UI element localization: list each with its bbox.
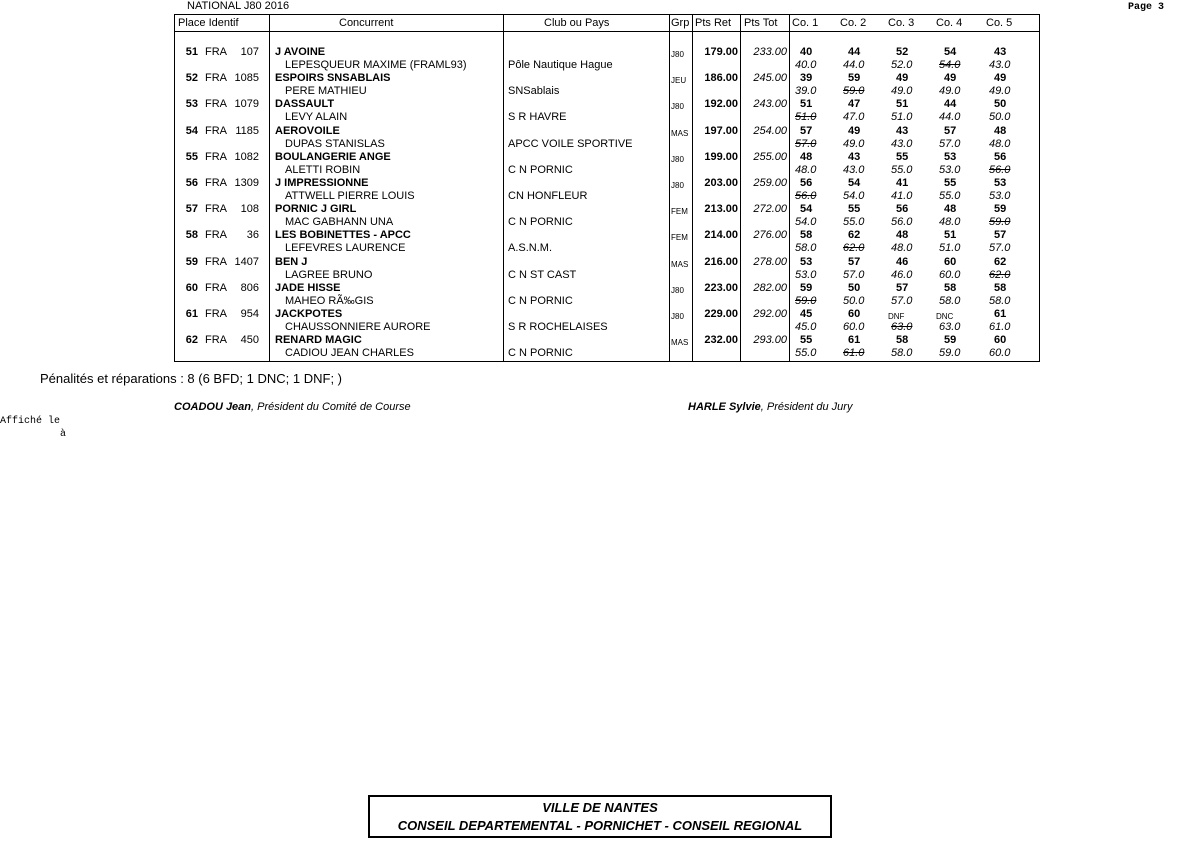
boat-name: RENARD MAGIC	[275, 334, 362, 346]
points-total: 272.00	[753, 203, 787, 215]
race-3-place: DNF	[888, 312, 905, 321]
race-3-place: 56	[896, 203, 909, 215]
col-header-co2: Co. 2	[840, 17, 867, 29]
sail-number: 1085	[234, 72, 259, 84]
nationality: FRA	[205, 282, 227, 294]
sail-number: 1407	[234, 256, 259, 268]
race-5-points: 60.0	[989, 347, 1011, 359]
race-5-points: 48.0	[989, 138, 1011, 150]
boat-name: BOULANGERIE ANGE	[275, 151, 391, 163]
sail-number: 450	[240, 334, 259, 346]
race-4-points: 49.0	[939, 85, 961, 97]
race-3-points: 43.0	[891, 138, 913, 150]
race-4-place: 55	[944, 177, 957, 189]
header-divider	[174, 31, 1040, 32]
race-1-points: 58.0	[795, 242, 817, 254]
rank-place: 56	[185, 177, 198, 189]
race-4-points: 57.0	[939, 138, 961, 150]
nationality: FRA	[205, 125, 227, 137]
rank-place: 55	[185, 151, 198, 163]
race-2-place: 57	[848, 256, 861, 268]
boat-name: DASSAULT	[275, 98, 335, 110]
race-2-points: 49.0	[843, 138, 865, 150]
race-4-place: 59	[944, 334, 957, 346]
race-3-points: 41.0	[891, 190, 913, 202]
race-1-place: 55	[800, 334, 813, 346]
race-3-points: 58.0	[891, 347, 913, 359]
points-retained: 186.00	[704, 72, 738, 84]
col-header-pts-ret: Pts Ret	[695, 17, 732, 29]
race-3-place: 58	[896, 334, 909, 346]
race-5-points: 61.0	[989, 321, 1011, 333]
race-2-points: 44.0	[843, 59, 865, 71]
race-5-points: 56.0	[989, 164, 1011, 176]
race-4-points: 58.0	[939, 295, 961, 307]
skipper-name: CHAUSSONNIERE AURORE	[285, 321, 431, 333]
club-name: S R HAVRE	[508, 111, 567, 123]
race-2-points: 57.0	[843, 269, 865, 281]
race-2-points: 43.0	[843, 164, 865, 176]
points-total: 233.00	[753, 46, 787, 58]
race-2-place: 62	[848, 229, 861, 241]
race-4-points: 60.0	[939, 269, 961, 281]
race-2-place: 60	[848, 308, 861, 320]
points-retained: 223.00	[704, 282, 738, 294]
race-1-place: 54	[800, 203, 813, 215]
race-3-place: 46	[896, 256, 909, 268]
sail-number: 1185	[235, 125, 259, 137]
penalties-summary: Pénalités et réparations : 8 (6 BFD; 1 DNC; 1 DNF; )	[40, 371, 342, 386]
posted-place-label: à	[60, 429, 67, 440]
race-4-place: 57	[944, 125, 957, 137]
race-1-points: 51.0	[795, 111, 817, 123]
club-name: SNSablais	[508, 85, 560, 97]
group-code: MAS	[671, 260, 689, 269]
jury-signature	[688, 401, 852, 413]
points-total: 292.00	[753, 308, 787, 320]
posted-date-label: Affiché le	[0, 416, 61, 427]
points-retained: 199.00	[704, 151, 738, 163]
points-total: 245.00	[753, 72, 787, 84]
col-divider	[503, 14, 504, 362]
group-code: J80	[671, 155, 684, 164]
group-code: J80	[671, 50, 684, 59]
rank-place: 57	[185, 203, 198, 215]
group-code: FEM	[671, 233, 688, 242]
race-5-points: 59.0	[989, 216, 1011, 228]
boat-name: ESPOIRS SNSABLAIS	[275, 72, 391, 84]
race-4-place: 54	[944, 46, 957, 58]
club-name: Pôle Nautique Hague	[508, 59, 613, 71]
race-2-points: 50.0	[843, 295, 865, 307]
club-name: APCC VOILE SPORTIVE	[508, 138, 633, 150]
points-total: 293.00	[753, 334, 787, 346]
rank-place: 62	[185, 334, 198, 346]
points-total: 255.00	[753, 151, 787, 163]
race-1-points: 56.0	[795, 190, 817, 202]
race-4-place: DNC	[936, 312, 954, 321]
race-5-place: 48	[994, 125, 1007, 137]
boat-name: LES BOBINETTES - APCC	[275, 229, 411, 241]
race-2-points: 59.0	[843, 85, 865, 97]
points-total: 254.00	[753, 125, 787, 137]
race-5-place: 49	[994, 72, 1007, 84]
sail-number: 107	[240, 46, 259, 58]
race-1-place: 39	[800, 72, 813, 84]
skipper-name: LEVY ALAIN	[285, 111, 348, 123]
col-header-place-identif: Place Identif	[178, 17, 239, 29]
race-5-place: 62	[994, 256, 1007, 268]
race-4-points: 51.0	[939, 242, 961, 254]
race-committee-signature	[174, 401, 411, 413]
nationality: FRA	[205, 177, 227, 189]
col-header-concurrent: Concurrent	[339, 17, 394, 29]
race-4-points: 48.0	[939, 216, 961, 228]
nationality: FRA	[205, 229, 227, 241]
race-1-points: 57.0	[795, 138, 817, 150]
points-retained: 192.00	[704, 98, 738, 110]
points-retained: 203.00	[704, 177, 738, 189]
sail-number: 1079	[234, 98, 259, 110]
skipper-name: ALETTI ROBIN	[285, 164, 361, 176]
race-1-points: 59.0	[795, 295, 817, 307]
race-1-place: 48	[800, 151, 813, 163]
col-divider	[669, 14, 670, 362]
col-header-pts-tot: Pts Tot	[744, 17, 778, 29]
event-title: NATIONAL J80 2016	[187, 0, 290, 12]
race-3-points: 55.0	[891, 164, 913, 176]
col-header-co3: Co. 3	[888, 17, 915, 29]
race-3-place: 57	[896, 282, 909, 294]
club-name: C N PORNIC	[508, 295, 573, 307]
col-header-grp: Grp	[671, 17, 690, 29]
points-total: 282.00	[753, 282, 787, 294]
race-2-place: 44	[848, 46, 861, 58]
skipper-name: LEFEVRES LAURENCE	[285, 242, 406, 254]
race-5-place: 57	[994, 229, 1007, 241]
boat-name: PORNIC J GIRL	[275, 203, 357, 215]
group-code: J80	[671, 286, 684, 295]
race-4-points: 55.0	[939, 190, 961, 202]
race-2-place: 61	[848, 334, 861, 346]
rank-place: 54	[185, 125, 198, 137]
sail-number: 954	[240, 308, 259, 320]
club-name: A.S.N.M.	[508, 242, 553, 254]
race-1-place: 58	[800, 229, 813, 241]
group-code: J80	[671, 102, 684, 111]
boat-name: J AVOINE	[275, 46, 326, 58]
rank-place: 51	[185, 46, 198, 58]
race-4-place: 48	[944, 203, 957, 215]
points-retained: 214.00	[704, 229, 738, 241]
race-1-place: 59	[800, 282, 813, 294]
race-2-place: 55	[848, 203, 861, 215]
points-total: 259.00	[753, 177, 787, 189]
race-4-points: 59.0	[939, 347, 961, 359]
sponsor-box	[368, 795, 832, 838]
boat-name: JACKPOTES	[275, 308, 343, 320]
race-3-points: 52.0	[891, 59, 913, 71]
group-code: MAS	[671, 129, 689, 138]
race-2-points: 62.0	[843, 242, 865, 254]
group-code: JEU	[671, 76, 687, 85]
race-2-place: 50	[848, 282, 861, 294]
nationality: FRA	[205, 308, 227, 320]
race-3-points: 57.0	[891, 295, 913, 307]
nationality: FRA	[205, 46, 227, 58]
race-2-place: 47	[848, 98, 861, 110]
race-4-place: 60	[944, 256, 957, 268]
skipper-name: LEPESQUEUR MAXIME (FRAML93)	[285, 59, 467, 71]
sponsor-line-1: VILLE DE NANTES	[542, 800, 658, 815]
race-4-points: 44.0	[939, 111, 961, 123]
race-5-place: 61	[994, 308, 1007, 320]
race-3-place: 52	[896, 46, 909, 58]
jury-role: , Président du Jury	[760, 401, 853, 413]
race-committee-role: , Président du Comité de Course	[251, 401, 411, 413]
race-3-points: 51.0	[891, 111, 913, 123]
race-1-place: 40	[800, 46, 813, 58]
points-retained: 179.00	[704, 46, 738, 58]
race-2-points: 60.0	[843, 321, 865, 333]
race-3-points: 48.0	[891, 242, 913, 254]
group-code: J80	[671, 181, 684, 190]
boat-name: J IMPRESSIONNE	[275, 177, 369, 189]
race-1-points: 48.0	[795, 164, 817, 176]
race-5-place: 60	[994, 334, 1007, 346]
skipper-name: LAGREE BRUNO	[285, 269, 373, 281]
col-header-co1: Co. 1	[792, 17, 819, 29]
points-retained: 216.00	[704, 256, 738, 268]
points-retained: 213.00	[704, 203, 738, 215]
col-header-co4: Co. 4	[936, 17, 963, 29]
sail-number: 806	[240, 282, 259, 294]
race-1-place: 51	[800, 98, 813, 110]
sail-number: 108	[240, 203, 259, 215]
nationality: FRA	[205, 151, 227, 163]
race-3-place: 51	[896, 98, 909, 110]
race-2-place: 59	[848, 72, 861, 84]
jury-name: HARLE Sylvie	[688, 401, 761, 413]
race-5-place: 59	[994, 203, 1007, 215]
skipper-name: DUPAS STANISLAS	[285, 138, 385, 150]
race-4-place: 58	[944, 282, 957, 294]
club-name: C N PORNIC	[508, 347, 573, 359]
race-1-points: 55.0	[795, 347, 817, 359]
rank-place: 59	[185, 256, 198, 268]
sail-number: 1082	[234, 151, 259, 163]
race-1-place: 53	[800, 256, 813, 268]
race-1-place: 57	[800, 125, 813, 137]
posted-notice	[0, 415, 66, 441]
sail-number: 1309	[234, 177, 259, 189]
race-3-points: 46.0	[891, 269, 913, 281]
race-5-points: 53.0	[989, 190, 1011, 202]
race-5-place: 56	[994, 151, 1007, 163]
race-5-place: 43	[994, 46, 1007, 58]
rank-place: 61	[185, 308, 198, 320]
sponsor-line-2: CONSEIL DEPARTEMENTAL - PORNICHET - CONSEIL REGIONAL	[397, 818, 803, 833]
race-5-points: 57.0	[989, 242, 1011, 254]
race-3-points: 63.0	[891, 321, 913, 333]
col-divider	[269, 14, 270, 362]
group-code: FEM	[671, 207, 688, 216]
col-header-co5: Co. 5	[986, 17, 1013, 29]
race-5-points: 49.0	[989, 85, 1011, 97]
race-2-place: 49	[848, 125, 861, 137]
skipper-name: MAHEO RÃ‰GIS	[285, 295, 374, 307]
club-name: C N PORNIC	[508, 216, 573, 228]
club-name: C N ST CAST	[508, 269, 577, 281]
race-5-points: 58.0	[989, 295, 1011, 307]
skipper-name: ATTWELL PIERRE LOUIS	[285, 190, 415, 202]
race-5-place: 58	[994, 282, 1007, 294]
race-1-points: 39.0	[795, 85, 817, 97]
race-4-place: 51	[944, 229, 957, 241]
race-4-points: 63.0	[939, 321, 961, 333]
nationality: FRA	[205, 72, 227, 84]
skipper-name: MAC GABHANN UNA	[285, 216, 394, 228]
race-3-place: 55	[896, 151, 909, 163]
points-retained: 197.00	[704, 125, 738, 137]
points-retained: 229.00	[704, 308, 738, 320]
race-1-place: 45	[800, 308, 813, 320]
race-4-points: 53.0	[939, 164, 961, 176]
race-2-points: 55.0	[843, 216, 865, 228]
race-4-place: 53	[944, 151, 957, 163]
points-total: 276.00	[753, 229, 787, 241]
race-3-points: 56.0	[891, 216, 913, 228]
points-retained: 232.00	[704, 334, 738, 346]
race-committee-name: COADOU Jean	[174, 401, 252, 413]
race-3-place: 41	[896, 177, 909, 189]
boat-name: AEROVOILE	[275, 125, 340, 137]
rank-place: 60	[185, 282, 198, 294]
race-3-points: 49.0	[891, 85, 913, 97]
race-3-place: 48	[896, 229, 909, 241]
rank-place: 53	[185, 98, 198, 110]
race-5-points: 50.0	[989, 111, 1011, 123]
race-1-points: 54.0	[795, 216, 817, 228]
race-3-place: 43	[896, 125, 909, 137]
race-4-place: 49	[944, 72, 957, 84]
rank-place: 52	[185, 72, 198, 84]
skipper-name: PERE MATHIEU	[285, 85, 367, 97]
race-4-place: 44	[944, 98, 957, 110]
race-5-place: 53	[994, 177, 1007, 189]
sail-number: 36	[246, 229, 259, 241]
race-1-place: 56	[800, 177, 813, 189]
nationality: FRA	[205, 334, 227, 346]
group-code: MAS	[671, 338, 689, 347]
race-5-place: 50	[994, 98, 1007, 110]
race-2-points: 47.0	[843, 111, 865, 123]
rank-place: 58	[185, 229, 198, 241]
skipper-name: CADIOU JEAN CHARLES	[285, 347, 414, 359]
race-2-points: 61.0	[843, 347, 865, 359]
race-5-points: 62.0	[989, 269, 1011, 281]
group-code: J80	[671, 312, 684, 321]
nationality: FRA	[205, 203, 227, 215]
race-1-points: 40.0	[795, 59, 817, 71]
race-2-place: 54	[848, 177, 861, 189]
points-total: 243.00	[753, 98, 787, 110]
nationality: FRA	[205, 98, 227, 110]
race-2-place: 43	[848, 151, 861, 163]
nationality: FRA	[205, 256, 227, 268]
page-number: Page 3	[1128, 2, 1165, 13]
race-5-points: 43.0	[989, 59, 1011, 71]
race-1-points: 45.0	[795, 321, 817, 333]
race-1-points: 53.0	[795, 269, 817, 281]
boat-name: JADE HISSE	[275, 282, 341, 294]
race-2-points: 54.0	[843, 190, 865, 202]
col-header-club: Club ou Pays	[544, 17, 610, 29]
club-name: S R ROCHELAISES	[508, 321, 608, 333]
club-name: C N PORNIC	[508, 164, 573, 176]
club-name: CN HONFLEUR	[508, 190, 588, 202]
col-divider	[789, 14, 790, 362]
boat-name: BEN J	[275, 256, 308, 268]
race-4-points: 54.0	[939, 59, 961, 71]
race-3-place: 49	[896, 72, 909, 84]
points-total: 278.00	[753, 256, 787, 268]
